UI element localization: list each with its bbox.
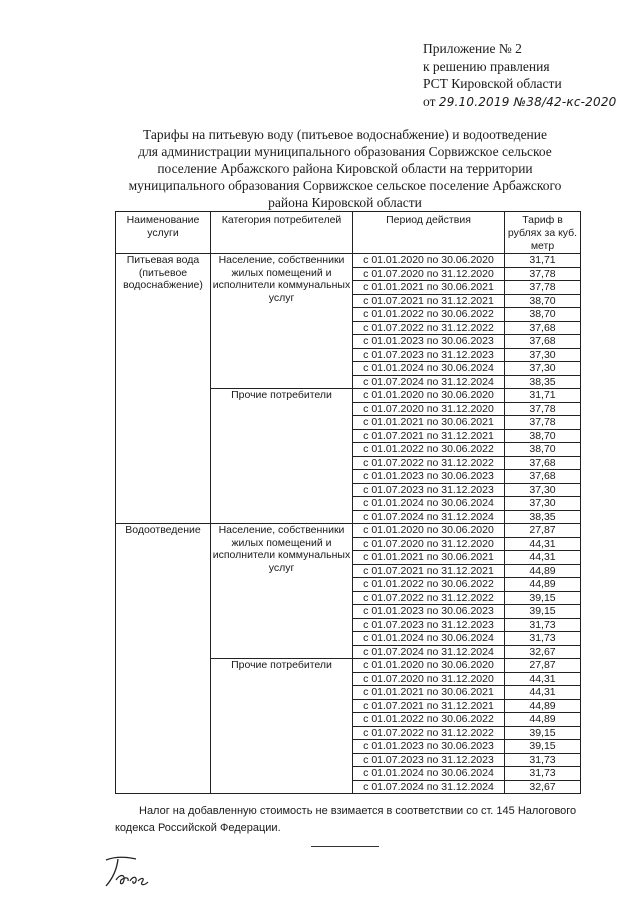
tariff-value-cell: 37,78 xyxy=(505,416,581,430)
authority-name: РСТ Кировской области xyxy=(423,76,562,91)
period-cell: с 01.07.2021 по 31.12.2021 xyxy=(353,699,505,713)
column-header-category: Категория потребителей xyxy=(211,212,353,254)
period-cell: с 01.07.2023 по 31.12.2023 xyxy=(353,618,505,632)
service-name-cell: Питьевая вода (питьевое водоснабжение) xyxy=(116,254,211,524)
period-cell: с 01.01.2021 по 30.06.2021 xyxy=(353,416,505,430)
table-row xyxy=(116,254,581,268)
period-cell: с 01.01.2020 по 30.06.2020 xyxy=(353,254,505,268)
title-line: для администрации муниципального образования Сорвижское сельское xyxy=(138,144,552,159)
period-cell: с 01.07.2022 по 31.12.2022 xyxy=(353,726,505,740)
tariff-value-cell: 27,87 xyxy=(505,659,581,673)
period-cell: с 01.01.2024 по 30.06.2024 xyxy=(353,362,505,376)
title-line: Тарифы на питьевую воду (питьевое водоснабжение) и водоотведение xyxy=(142,127,547,142)
tariff-value-cell: 31,73 xyxy=(505,632,581,646)
tariff-value-cell: 39,15 xyxy=(505,591,581,605)
period-cell: с 01.07.2024 по 31.12.2024 xyxy=(353,645,505,659)
tariff-value-cell: 38,35 xyxy=(505,375,581,389)
tariff-value-cell: 38,35 xyxy=(505,510,581,524)
table-row xyxy=(116,524,581,538)
period-cell: с 01.01.2020 по 30.06.2020 xyxy=(353,659,505,673)
period-cell: с 01.07.2021 по 31.12.2021 xyxy=(353,294,505,308)
period-cell: с 01.07.2023 по 31.12.2023 xyxy=(353,753,505,767)
signature-icon xyxy=(102,852,152,892)
period-cell: с 01.01.2020 по 30.06.2020 xyxy=(353,389,505,403)
tariff-value-cell: 37,30 xyxy=(505,362,581,376)
tariff-value-cell: 38,70 xyxy=(505,429,581,443)
tariff-value-cell: 31,71 xyxy=(505,254,581,268)
tariff-table xyxy=(115,211,581,794)
period-cell: с 01.01.2024 по 30.06.2024 xyxy=(353,632,505,646)
tariff-value-cell: 37,68 xyxy=(505,321,581,335)
period-cell: с 01.07.2020 по 31.12.2020 xyxy=(353,672,505,686)
table-header-row xyxy=(116,212,581,254)
period-cell: с 01.01.2023 по 30.06.2023 xyxy=(353,740,505,754)
period-cell: с 01.07.2023 по 31.12.2023 xyxy=(353,348,505,362)
tariff-value-cell: 37,68 xyxy=(505,335,581,349)
period-cell: с 01.01.2024 по 30.06.2024 xyxy=(353,497,505,511)
tariff-value-cell: 44,89 xyxy=(505,713,581,727)
period-cell: с 01.01.2021 по 30.06.2021 xyxy=(353,686,505,700)
tariff-value-cell: 37,78 xyxy=(505,402,581,416)
period-cell: с 01.07.2020 по 31.12.2020 xyxy=(353,402,505,416)
vat-footnote: Налог на добавленную стоимость не взимается в соответствии со ст. 145 Налогового кодекса Российской Федерации. xyxy=(115,805,577,834)
period-cell: с 01.01.2023 по 30.06.2023 xyxy=(353,335,505,349)
service-name-cell: Водоотведение xyxy=(116,524,211,794)
tariff-value-cell: 27,87 xyxy=(505,524,581,538)
period-cell: с 01.01.2024 по 30.06.2024 xyxy=(353,767,505,781)
tariff-value-cell: 38,70 xyxy=(505,443,581,457)
tariff-value-cell: 44,31 xyxy=(505,551,581,565)
handwritten-date-number: 29.10.2019 №38/42-кс-2020 xyxy=(438,94,617,109)
tariff-value-cell: 44,31 xyxy=(505,686,581,700)
period-cell: с 01.01.2020 по 30.06.2020 xyxy=(353,524,505,538)
tariff-value-cell: 37,30 xyxy=(505,483,581,497)
period-cell: с 01.07.2022 по 31.12.2022 xyxy=(353,591,505,605)
title-line: района Кировской области xyxy=(268,195,422,210)
period-cell: с 01.07.2022 по 31.12.2022 xyxy=(353,321,505,335)
period-cell: с 01.01.2022 по 30.06.2022 xyxy=(353,443,505,457)
tariff-value-cell: 37,30 xyxy=(505,348,581,362)
period-cell: с 01.07.2024 по 31.12.2024 xyxy=(353,780,505,794)
period-cell: с 01.01.2021 по 30.06.2021 xyxy=(353,281,505,295)
date-prefix: от xyxy=(423,93,439,109)
column-header-service: Наименование услуги xyxy=(116,212,211,254)
column-header-period: Период действия xyxy=(353,212,505,254)
tariff-value-cell: 37,68 xyxy=(505,470,581,484)
divider-line xyxy=(311,846,379,847)
tariff-value-cell: 39,15 xyxy=(505,740,581,754)
tariff-value-cell: 37,30 xyxy=(505,497,581,511)
period-cell: с 01.07.2024 по 31.12.2024 xyxy=(353,375,505,389)
period-cell: с 01.01.2023 по 30.06.2023 xyxy=(353,470,505,484)
tariff-value-cell: 38,70 xyxy=(505,308,581,322)
tariff-value-cell: 44,89 xyxy=(505,578,581,592)
tariff-value-cell: 37,78 xyxy=(505,267,581,281)
period-cell: с 01.01.2022 по 30.06.2022 xyxy=(353,308,505,322)
title-line: муниципального образования Сорвижское сельское поселение Арбажского xyxy=(128,178,562,193)
appendix-number: Приложение № 2 xyxy=(423,41,522,56)
tariff-value-cell: 39,15 xyxy=(505,605,581,619)
appendix-header xyxy=(423,40,617,111)
tariff-value-cell: 37,68 xyxy=(505,456,581,470)
tariff-value-cell: 32,67 xyxy=(505,780,581,794)
tariff-value-cell: 31,73 xyxy=(505,753,581,767)
consumer-category-cell: Прочие потребители xyxy=(211,659,353,794)
tariff-value-cell: 44,31 xyxy=(505,672,581,686)
period-cell: с 01.01.2021 по 30.06.2021 xyxy=(353,551,505,565)
tariff-value-cell: 44,89 xyxy=(505,699,581,713)
period-cell: с 01.01.2022 по 30.06.2022 xyxy=(353,578,505,592)
tariff-table-body xyxy=(116,254,581,794)
tariff-value-cell: 44,31 xyxy=(505,537,581,551)
column-header-tariff: Тариф в рублях за куб. метр xyxy=(505,212,581,254)
period-cell: с 01.07.2024 по 31.12.2024 xyxy=(353,510,505,524)
tariff-value-cell: 37,78 xyxy=(505,281,581,295)
period-cell: с 01.07.2020 по 31.12.2020 xyxy=(353,267,505,281)
period-cell: с 01.07.2020 по 31.12.2020 xyxy=(353,537,505,551)
consumer-category-cell: Население, собственники жилых помещений и исполнители коммунальных услуг xyxy=(211,524,353,659)
period-cell: с 01.01.2022 по 30.06.2022 xyxy=(353,713,505,727)
tariff-value-cell: 39,15 xyxy=(505,726,581,740)
tariff-value-cell: 31,71 xyxy=(505,389,581,403)
consumer-category-cell: Население, собственники жилых помещений и исполнители коммунальных услуг xyxy=(211,254,353,389)
period-cell: с 01.07.2022 по 31.12.2022 xyxy=(353,456,505,470)
period-cell: с 01.01.2023 по 30.06.2023 xyxy=(353,605,505,619)
consumer-category-cell: Прочие потребители xyxy=(211,389,353,524)
period-cell: с 01.07.2023 по 31.12.2023 xyxy=(353,483,505,497)
document-title xyxy=(95,126,595,211)
tariff-value-cell: 32,67 xyxy=(505,645,581,659)
period-cell: с 01.07.2021 по 31.12.2021 xyxy=(353,564,505,578)
tariff-value-cell: 31,73 xyxy=(505,767,581,781)
period-cell: с 01.07.2021 по 31.12.2021 xyxy=(353,429,505,443)
decision-date-line xyxy=(423,93,617,112)
tariff-value-cell: 44,89 xyxy=(505,564,581,578)
title-line: поселение Арбажского района Кировской области на территории xyxy=(157,161,533,176)
tariff-value-cell: 38,70 xyxy=(505,294,581,308)
tariff-value-cell: 31,73 xyxy=(505,618,581,632)
decision-reference: к решению правления xyxy=(423,58,550,74)
